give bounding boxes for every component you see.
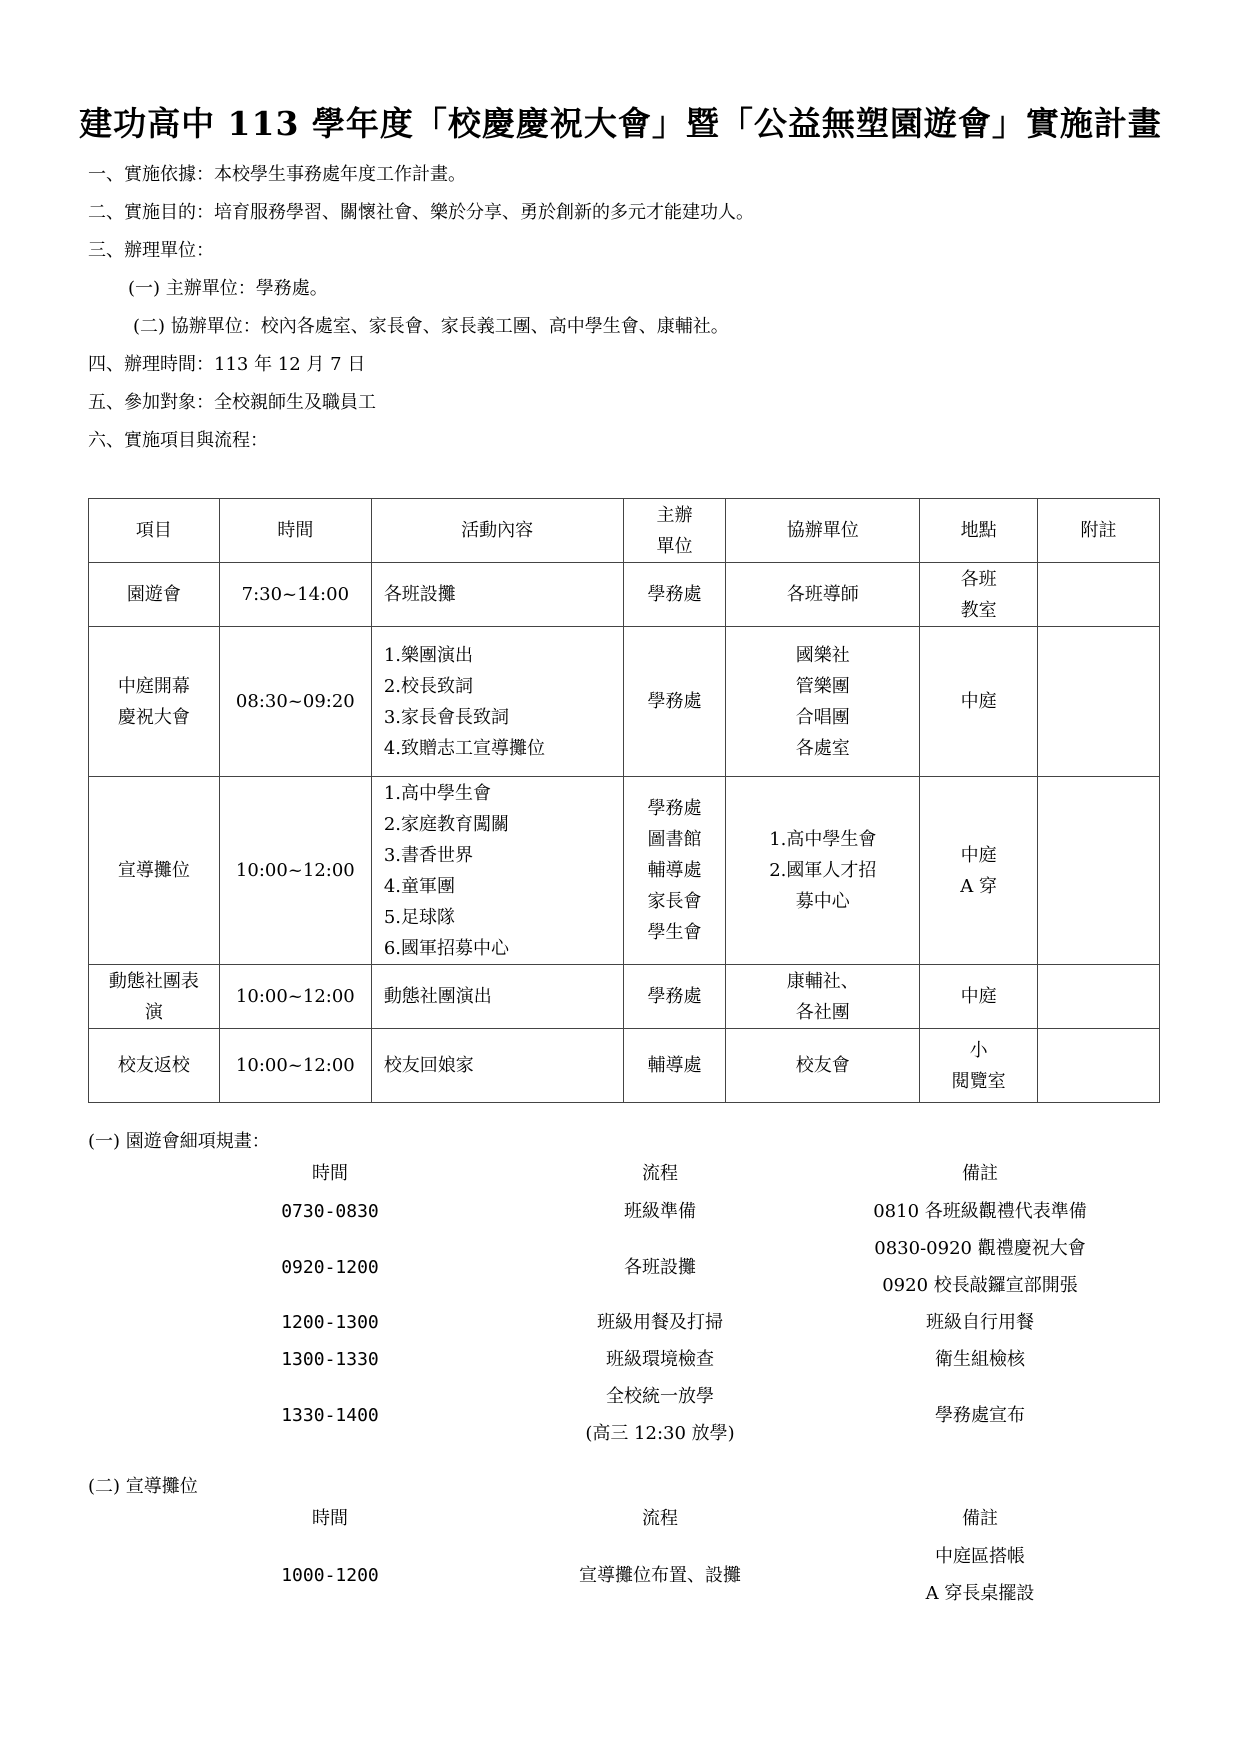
header-note: 附註 <box>1038 499 1160 563</box>
fair_plan-flow: 各班設攤 <box>624 1256 696 1278</box>
cell-co: 校友會 <box>726 1029 920 1103</box>
header-place: 地點 <box>920 499 1038 563</box>
cohost-unit-line: (二) 協辦單位：校內各處室、家長會、家長義工團、高中學生會、康輔社。 <box>133 316 729 337</box>
fair_plan-time: 1300-1330 <box>281 1349 379 1370</box>
cell-co: 康輔社、 各社團 <box>726 965 920 1029</box>
fair_plan-col-header: 備註 <box>962 1163 998 1184</box>
cell-time: 7:30~14:00 <box>219 563 371 627</box>
cell-note <box>1038 1029 1160 1103</box>
cell-item: 園遊會 <box>89 563 220 627</box>
cell-note <box>1038 777 1160 965</box>
fair_plan-note: 0830-0920 觀禮慶祝大會 0920 校長敲鑼宣部開張 <box>874 1238 1086 1296</box>
cell-place: 各班 教室 <box>920 563 1038 627</box>
items-line: 六、實施項目與流程： <box>88 430 268 451</box>
header-content: 活動內容 <box>371 499 623 563</box>
fair_plan-flow: 全校統一放學 (高三 12:30 放學) <box>585 1386 735 1444</box>
host-unit-line: (一) 主辦單位：學務處。 <box>128 278 328 299</box>
cell-content: 1.高中學生會 2.家庭教育闖關 3.書香世界 4.童軍團 5.足球隊 6.國軍招募中心 <box>371 777 623 965</box>
cell-content: 1.樂團演出 2.校長致詞 3.家長會長致詞 4.致贈志工宣導攤位 <box>371 627 623 777</box>
cell-content: 各班設攤 <box>371 563 623 627</box>
cell-item: 中庭開幕 慶祝大會 <box>89 627 220 777</box>
booth_plan-col-header: 流程 <box>642 1508 678 1529</box>
cell-place: 小 閱覽室 <box>920 1029 1038 1103</box>
fair_plan-time: 0730-0830 <box>281 1201 379 1222</box>
cell-note <box>1038 627 1160 777</box>
fair_plan-time: 1330-1400 <box>281 1404 379 1426</box>
cell-time: 08:30~09:20 <box>219 627 371 777</box>
table-header-row <box>89 499 1160 563</box>
table-row <box>89 627 1160 777</box>
booth-plan-heading: (二) 宣導攤位 <box>88 1476 198 1497</box>
purpose-line: 二、實施目的：培育服務學習、關懷社會、樂於分享、勇於創新的多元才能建功人。 <box>88 202 754 223</box>
cell-content: 動態社團演出 <box>371 965 623 1029</box>
cell-item: 宣導攤位 <box>89 777 220 965</box>
page-title: 建功高中 113 學年度「校慶慶祝大會」暨「公益無塑園遊會」實施計畫 <box>79 104 1162 143</box>
table-row <box>89 965 1160 1029</box>
header-item: 項目 <box>89 499 220 563</box>
cell-time: 10:00~12:00 <box>219 1029 371 1103</box>
table-row <box>89 1029 1160 1103</box>
cell-note <box>1038 965 1160 1029</box>
fair_plan-flow: 班級環境檢查 <box>606 1349 714 1370</box>
cell-time: 10:00~12:00 <box>219 965 371 1029</box>
cell-time: 10:00~12:00 <box>219 777 371 965</box>
cell-place: 中庭 <box>920 627 1038 777</box>
cell-host: 學務處 <box>623 965 726 1029</box>
fair_plan-note: 0810 各班級觀禮代表準備 <box>873 1201 1087 1222</box>
cell-place: 中庭 <box>920 965 1038 1029</box>
header-time: 時間 <box>219 499 371 563</box>
table-row <box>89 777 1160 965</box>
fair_plan-time: 1200-1300 <box>281 1312 379 1333</box>
cell-note <box>1038 563 1160 627</box>
participants-line: 五、參加對象：全校親師生及職員工 <box>88 392 376 413</box>
cell-co: 國樂社 管樂團 合唱團 各處室 <box>726 627 920 777</box>
booth_plan-note: 中庭區搭帳 A 穿長桌擺設 <box>925 1546 1035 1604</box>
fair_plan-col-header: 時間 <box>312 1163 348 1184</box>
cell-host: 學務處 <box>623 627 726 777</box>
time-line: 四、辦理時間：113 年 12 月 7 日 <box>88 354 366 375</box>
units-line: 三、辦理單位： <box>88 240 214 261</box>
cell-place: 中庭 A 穿 <box>920 777 1038 965</box>
booth_plan-col-header: 時間 <box>312 1508 348 1529</box>
cell-content: 校友回娘家 <box>371 1029 623 1103</box>
schedule-table <box>88 498 1160 1103</box>
fair_plan-time: 0920-1200 <box>281 1256 379 1278</box>
table-row <box>89 563 1160 627</box>
basis-line: 一、實施依據：本校學生事務處年度工作計畫。 <box>88 164 466 185</box>
booth_plan-flow: 宣導攤位布置、設攤 <box>579 1564 741 1586</box>
cell-co: 1.高中學生會 2.國軍人才招 募中心 <box>726 777 920 965</box>
cell-co: 各班導師 <box>726 563 920 627</box>
fair_plan-flow: 班級用餐及打掃 <box>597 1312 723 1333</box>
booth_plan-time: 1000-1200 <box>281 1564 379 1586</box>
cell-host: 學務處 <box>623 563 726 627</box>
header-host: 主辦 單位 <box>623 499 726 563</box>
booth_plan-col-header: 備註 <box>962 1508 998 1529</box>
cell-item: 動態社團表 演 <box>89 965 220 1029</box>
header-co: 協辦單位 <box>726 499 920 563</box>
fair_plan-col-header: 流程 <box>642 1163 678 1184</box>
fair-plan-heading: (一) 園遊會細項規畫： <box>88 1131 270 1152</box>
fair_plan-note: 班級自行用餐 <box>926 1312 1034 1333</box>
fair_plan-flow: 班級準備 <box>624 1201 696 1222</box>
cell-host: 學務處 圖書館 輔導處 家長會 學生會 <box>623 777 726 965</box>
fair_plan-note: 學務處宣布 <box>935 1404 1025 1426</box>
cell-host: 輔導處 <box>623 1029 726 1103</box>
cell-item: 校友返校 <box>89 1029 220 1103</box>
fair_plan-note: 衛生組檢核 <box>935 1349 1025 1370</box>
